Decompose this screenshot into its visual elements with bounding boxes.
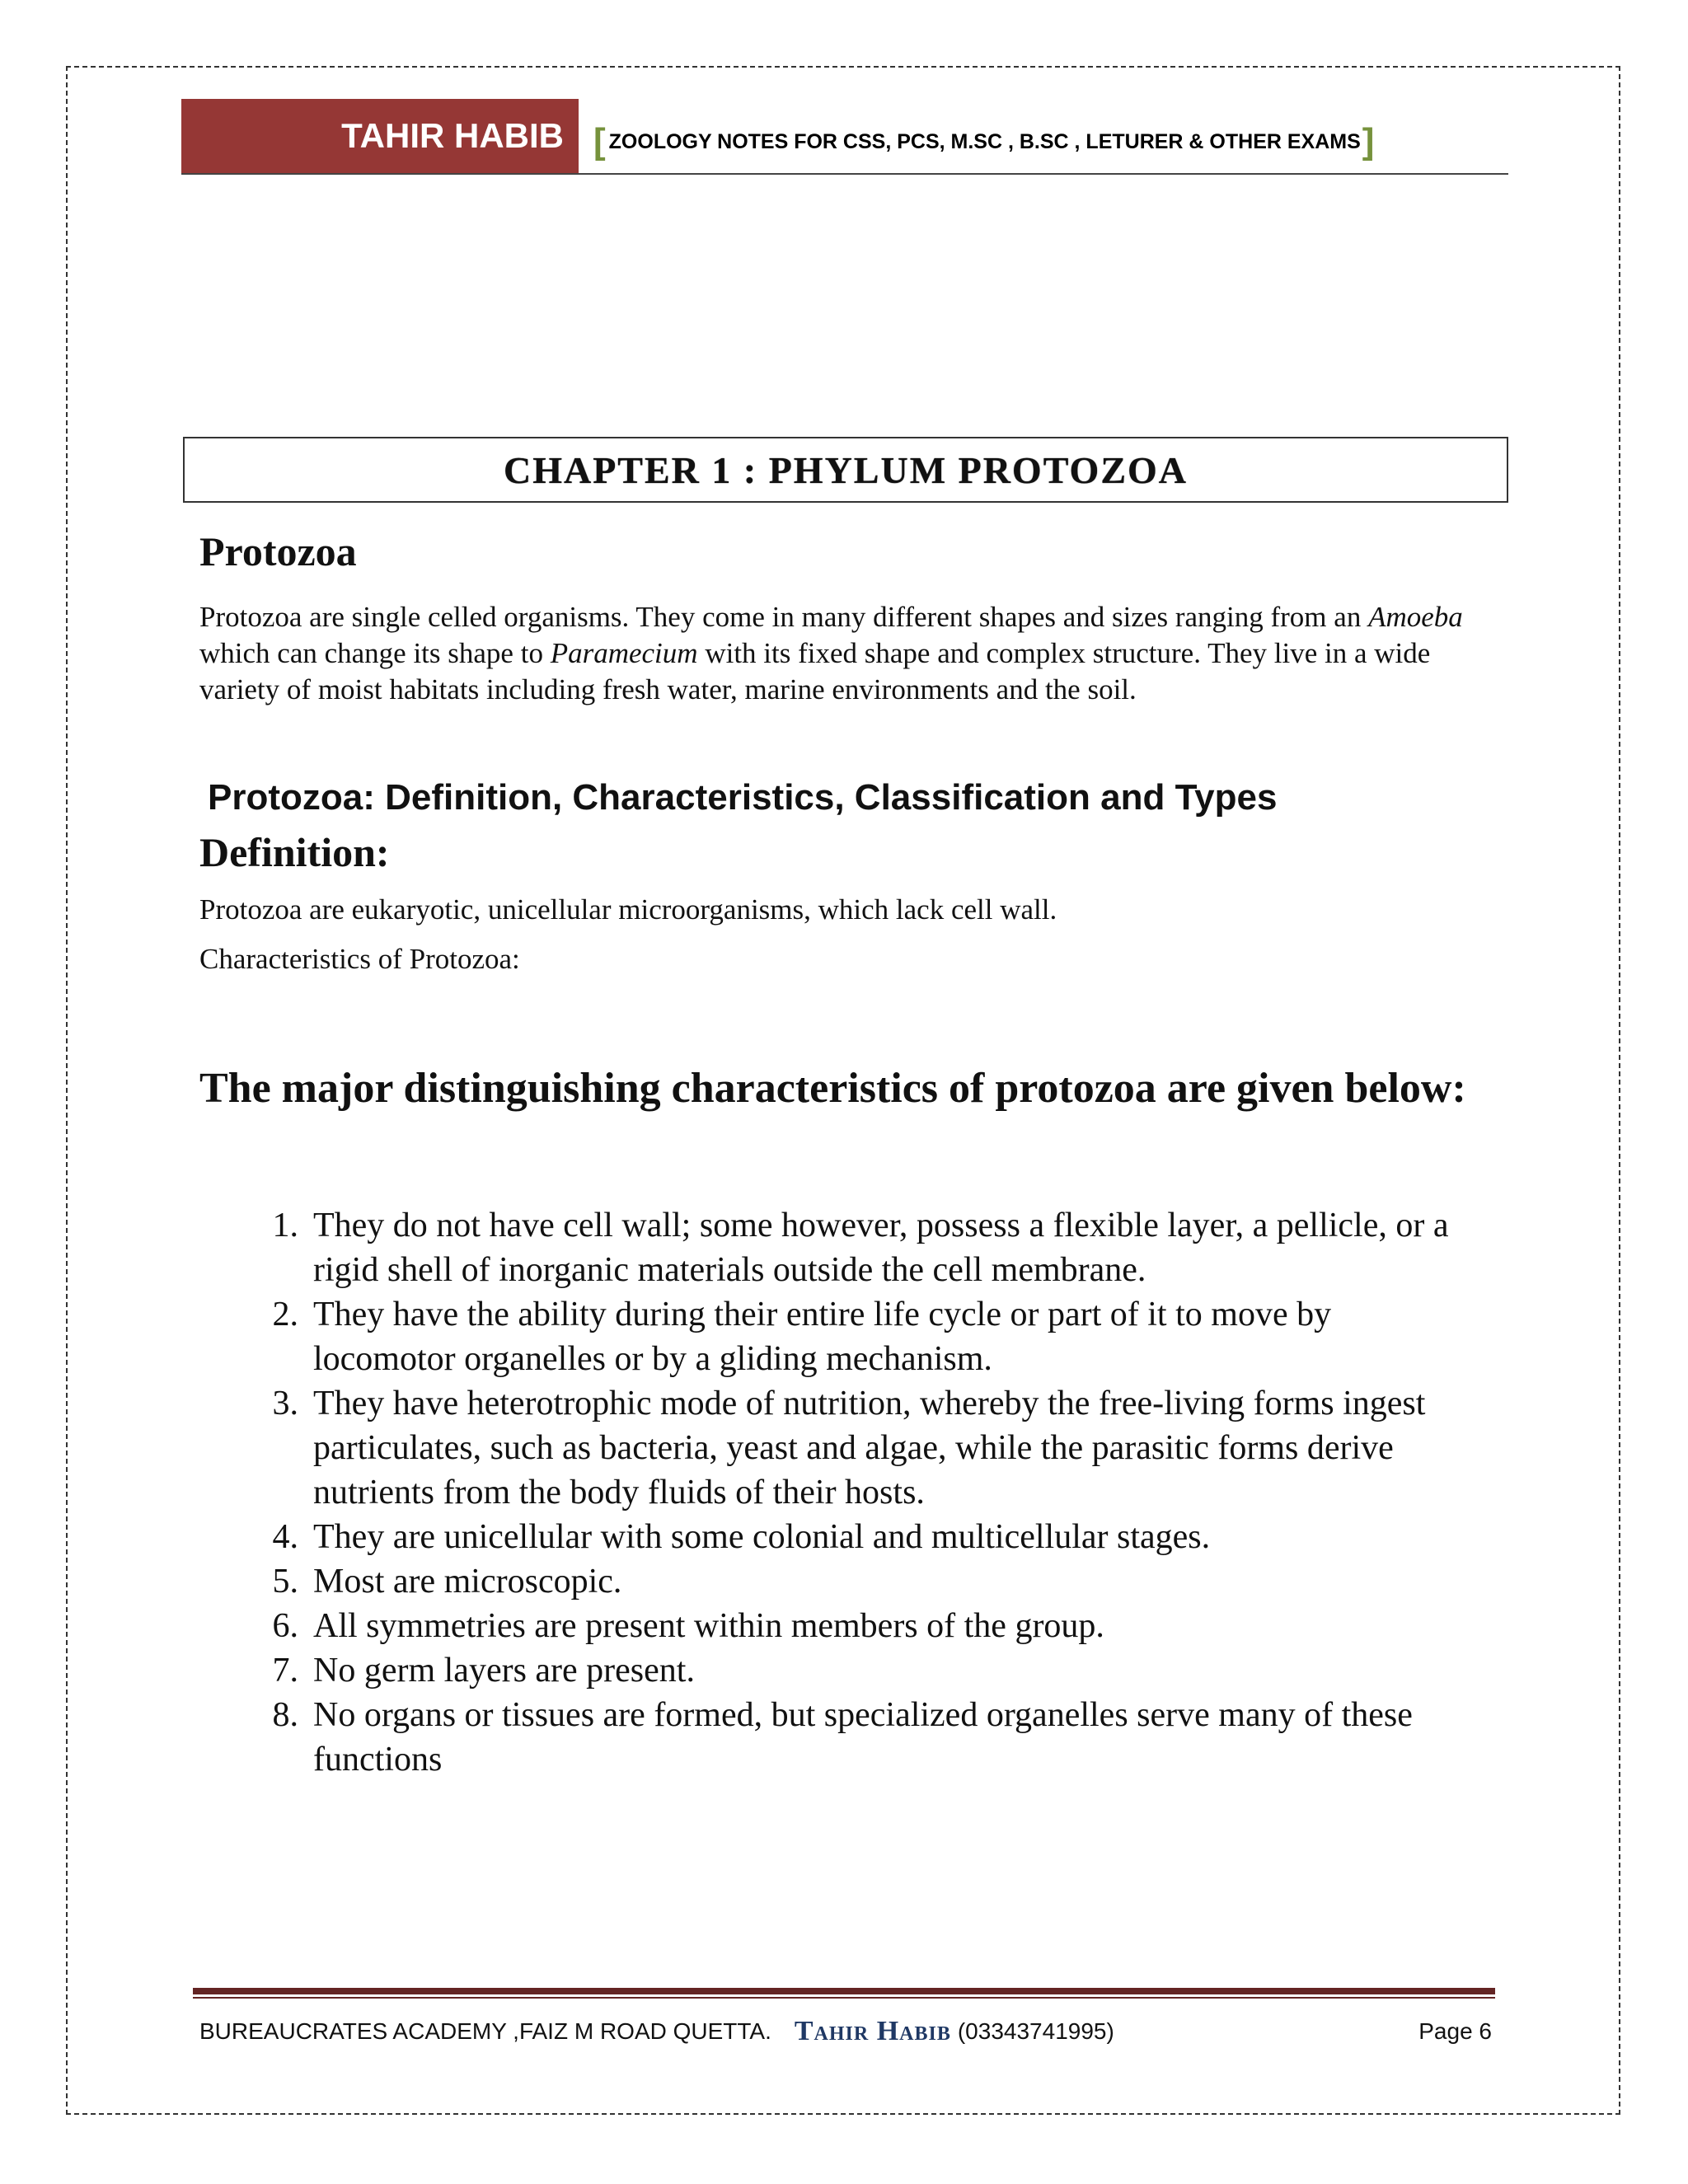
list-item [241,1515,1477,1559]
list-item-text: Most are microscopic. [313,1563,622,1601]
list-item [241,1604,1477,1648]
list-item-number: 4. [272,1518,298,1556]
list-item [241,1292,1477,1381]
list-item-number: 1. [272,1207,298,1244]
intro-paramecium: Paramecium [550,637,698,669]
header-subtitle [593,120,1374,163]
list-item [241,1381,1477,1515]
list-item-text: They have the ability during their entire life cycle or part of it to move by locomotor organelles or by a gliding mechanism. [313,1296,1332,1378]
footer-page-number: Page 6 [1418,2018,1492,2044]
definition-heading: Definition: [199,829,390,875]
list-item [241,1648,1477,1693]
definition-text: Protozoa are eukaryotic, unicellular microorganisms, which lack cell wall. [199,893,1057,926]
header-author-name: TAHIR HABIB [181,99,579,173]
intro-paragraph [199,599,1502,708]
intro-text-1: Protozoa are single celled organisms. They come in many different shapes and sizes ranging from an [199,601,1369,633]
header-rule [181,173,1508,175]
intro-text-2: which can change its shape to [199,637,551,669]
list-item-number: 7. [272,1652,298,1690]
footer-phone: (03343741995) [957,2018,1114,2044]
list-item-text: They have heterotrophic mode of nutrition, whereby the free-living forms ingest particulates, such as bacteria, yeast and algae, while the parasitic forms derive nutrients from the body fluids of their hosts. [313,1385,1426,1511]
list-item-text: They are unicellular with some colonial and multicellular stages. [313,1518,1211,1556]
list-item [241,1559,1477,1604]
list-item-text: All symmetries are present within members of the group. [313,1607,1104,1645]
characteristics-label: Characteristics of Protozoa: [199,943,520,975]
header-bracket-close: ] [1362,121,1375,162]
footer-rule-thick [193,1988,1495,1994]
footer-academy: BUREAUCRATES ACADEMY ,FAIZ M ROAD QUETTA. [199,2018,771,2044]
protozoa-heading: Protozoa [199,528,357,574]
characteristics-list [241,1203,1477,1782]
intro-text-3: with its fixed shape and complex structure. They live in a wide variety of moist habitats including fresh water, marine environments and the soil. [199,637,1431,705]
list-item-number: 5. [272,1563,298,1601]
header-bracket-open: [ [593,121,606,162]
page-footer [199,2011,1492,2052]
header-subtitle-text: ZOOLOGY NOTES FOR CSS, PCS, M.SC , B.SC , LETURER & OTHER EXAMS [608,129,1361,153]
list-item [241,1693,1477,1782]
list-item-number: 8. [272,1696,298,1734]
footer-rule-thin [193,1997,1495,1999]
major-characteristics-heading: The major distinguishing characteristics of protozoa are given below: [199,1065,1466,1112]
list-item-text: They do not have cell wall; some however, possess a flexible layer, a pellicle, or a rigid shell of inorganic materials outside the cell membrane. [313,1207,1449,1289]
chapter-title: CHAPTER 1 : PHYLUM PROTOZOA [183,437,1508,503]
definition-full-heading: Protozoa: Definition, Characteristics, Classification and Types [208,777,1278,818]
list-item-text: No germ layers are present. [313,1652,695,1690]
list-item-text: No organs or tissues are formed, but specialized organelles serve many of these functions [313,1696,1413,1779]
list-item [241,1203,1477,1292]
list-item-number: 6. [272,1607,298,1645]
list-item-number: 2. [272,1296,298,1333]
intro-amoeba: Amoeba [1368,601,1463,633]
footer-author: Tahir Habib [794,2016,951,2046]
list-item-number: 3. [272,1385,298,1422]
